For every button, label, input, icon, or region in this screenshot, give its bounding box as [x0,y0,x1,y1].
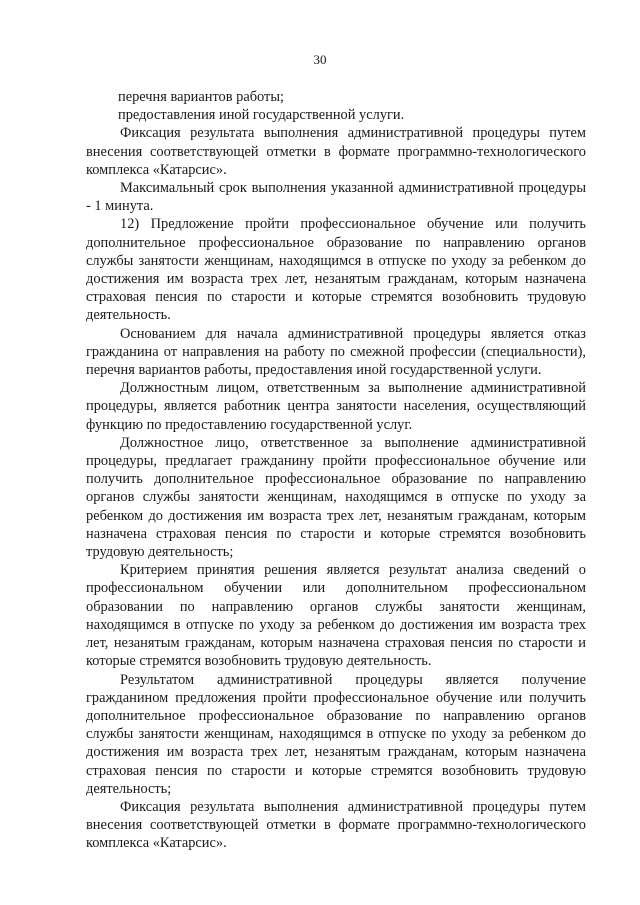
paragraph-result: Результатом административной процедуры является получение гражданином предложения пройти профессиональное обучение или получить дополнительное профессиональное образование по направлению органов службы занятости женщинам, находящимся в отпуске по уходу за ребенком до достижения им возраста трех лет, незанятым гражданам, которым назначена страховая пенсия по старости и которые стремятся возобновить трудовую деятельность; [86,671,586,797]
page-number: 30 [313,52,327,67]
paragraph-item-12: 12) Предложение пройти профессиональное обучение или получить дополнительное профессиональное образование по направлению органов службы занятости женщинам, находящимся в отпуске по уходу за ребенком до достижения им возраста трех лет, незанятым гражданам, которым назначена страховая пенсия по старости и которые стремятся возобновить трудовую деятельность. [86,216,586,324]
paragraph-responsible-person: Должностным лицом, ответственным за выполнение административной процедуры, является работник центра занятости населения, осуществляющий функцию по предоставлению государственной услуг. [86,380,586,433]
paragraph-official-offers: Должностное лицо, ответственное за выполнение административной процедуры, предлагает гражданину пройти профессиональное обучение или получить дополнительное профессиональное образование по направлению органов службы занятости женщинам, находящимся в отпуске по уходу за ребенком до достижения им возраста трех лет, незанятым гражданам, которым назначена страховая пенсия по старости и которые стремятся возобновить трудовую деятельность; [86,434,586,561]
paragraph-list-item-2: предоставления иной государственной услуги. [118,107,405,124]
paragraph-max-time: Максимальный срок выполнения указанной административной процедуры - 1 минута. [86,180,586,215]
paragraph-list-item-1: перечня вариантов работы; [118,89,284,105]
paragraph-fixation-2: Фиксация результата выполнения административной процедуры путем внесения соответствующей отметки в формате программно-технологического комплекса «Катарсис». [86,798,586,852]
paragraph-basis: Основанием для начала административной процедуры является отказ гражданина от направления на работу по смежной профессии (специальности), перечня вариантов работы, предоставления иной государственной услуги. [86,325,586,379]
paragraph-fixation-1: Фиксация результата выполнения административной процедуры путем внесения соответствующей отметки в формате программно-технологического комплекса «Катарсис». [86,125,586,178]
document-body [86,88,586,853]
paragraph-decision-criterion: Критерием принятия решения является результат анализа сведений о профессиональном обучении или дополнительном профессиональном образовании по направлению органов службы занятости женщинам, находящимся в отпуске по уходу за ребенком до достижения им возраста трех лет, незанятым гражданам, которым назначена страховая пенсия по старости и которые стремятся возобновить трудовую деятельность. [86,562,586,670]
